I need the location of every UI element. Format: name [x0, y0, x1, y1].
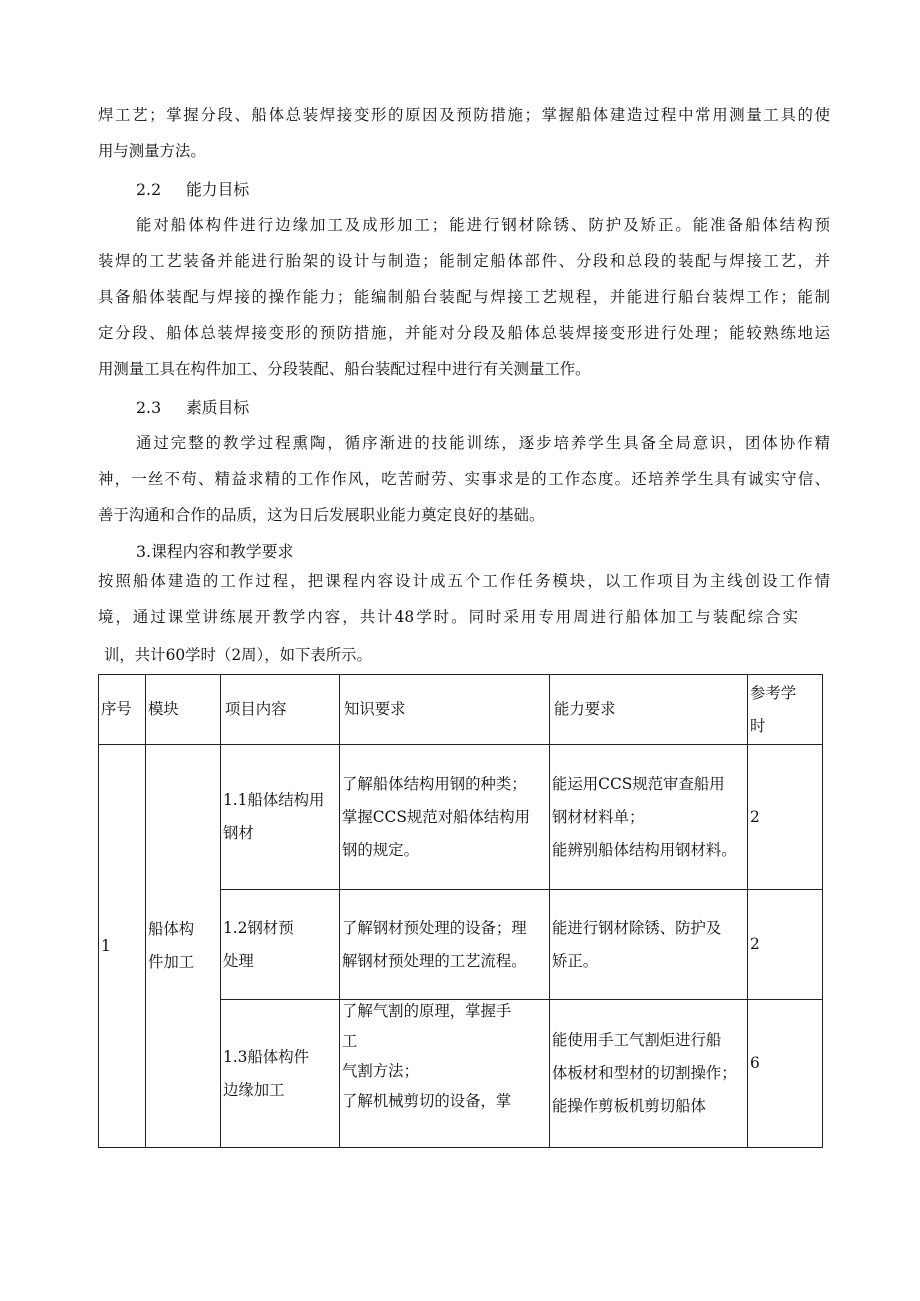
- ability-line: 能运用CCS规范审查船用: [552, 774, 725, 793]
- paragraph-line: 具备船体装配与焊接的操作能力；能编制船台装配与焊接工艺规程，并能进行船台装焊工作；能制: [98, 288, 830, 306]
- cell-ability: [550, 1000, 748, 1148]
- paragraph-line: 境，通过课堂讲练展开教学内容，共计48学时。同时采用专用周进行船体加工与装配综合实: [98, 608, 798, 626]
- knowledge-line: 了解钢材预处理的设备；理: [342, 918, 527, 937]
- paragraph-line: 用与测量方法。: [98, 142, 206, 160]
- item-line: 1.3船体构件: [223, 1047, 310, 1066]
- paragraph-line: 焊工艺；掌握分段、船体总装焊接变形的原因及预防措施；掌握船体建造过程中常用测量工具的使: [98, 106, 830, 124]
- cell-hours: 2: [748, 890, 823, 1000]
- knowledge-line: 了解船体结构用钢的种类；: [342, 774, 527, 793]
- header-ability: 能力要求: [550, 675, 748, 745]
- paragraph-line: 善于沟通和合作的品质，这为日后发展职业能力奠定良好的基础。: [98, 506, 545, 524]
- cell-module: [146, 745, 221, 1148]
- cell-ability: [550, 890, 748, 1000]
- ability-line: 能辨别船体结构用钢材料。: [552, 840, 737, 859]
- cell-hours: 6: [748, 1000, 823, 1148]
- ability-line: 能使用手工气割炬进行船: [552, 1031, 722, 1049]
- paragraph-line: 装焊的工艺装备并能进行胎架的设计与制造；能制定船体部件、分段和总段的装配与焊接工艺，并: [98, 252, 830, 270]
- cell-seq: 1: [99, 745, 146, 1148]
- cell-item: [221, 890, 340, 1000]
- item-line: 1.2钢材预: [223, 918, 294, 937]
- ability-line: 体板材和型材的切割操作；: [552, 1064, 737, 1082]
- ability-line: 能操作剪板机剪切船体: [552, 1097, 706, 1115]
- paragraph-line: 通过完整的教学过程熏陶，循序渐进的技能训练，逐步培养学生具备全局意识，团体协作精: [136, 434, 830, 452]
- cell-hours: 2: [748, 745, 823, 890]
- cell-knowledge: [340, 745, 550, 890]
- paragraph-line: 训，共计60学时（2周），如下表所示。: [104, 646, 372, 664]
- section-title: 素质目标: [186, 398, 250, 417]
- cell-item: [221, 745, 340, 890]
- knowledge-line: 了解气割的原理，掌握手: [342, 1002, 512, 1020]
- header-hours-line: 参考学: [750, 683, 797, 702]
- paragraph-line: 神，一丝不苟、精益求精的工作作风，吃苦耐劳、实事求是的工作态度。还培养学生具有诚实守信、: [98, 470, 830, 488]
- knowledge-line: 了解机械剪切的设备，掌: [342, 1092, 512, 1110]
- header-knowledge: 知识要求: [340, 675, 550, 745]
- knowledge-line: 解钢材预处理的工艺流程。: [342, 951, 527, 970]
- cell-knowledge: [340, 1000, 550, 1148]
- module-line: 件加工: [148, 953, 195, 971]
- header-module: 模块: [146, 675, 221, 745]
- paragraph-line: 定分段、船体总装焊接变形的预防措施，并能对分段及船体总装焊接变形进行处理；能较熟练地运: [98, 324, 830, 342]
- table-header-row: [99, 675, 823, 745]
- ability-line: 矫正。: [552, 951, 599, 970]
- knowledge-line: 掌握CCS规范对船体结构用: [342, 807, 531, 826]
- item-line: 边缘加工: [223, 1080, 285, 1099]
- section-number: 2.2: [136, 180, 162, 199]
- course-content-table: [98, 674, 823, 1148]
- section-heading-2-3: [136, 390, 249, 425]
- item-line: 钢材: [223, 824, 254, 842]
- ability-line: 钢材材料单；: [552, 807, 645, 826]
- cell-item: [221, 1000, 340, 1148]
- knowledge-line: 气割方法；: [342, 1062, 419, 1080]
- section-heading-3: 3.课程内容和教学要求: [136, 542, 294, 561]
- knowledge-line: 工: [342, 1032, 358, 1050]
- section-heading-2-2: [136, 172, 249, 207]
- paragraph-line: 按照船体建造的工作过程，把课程内容设计成五个工作任务模块，以工作项目为主线创设工作情: [98, 572, 830, 590]
- module-line: 船体构: [148, 920, 195, 938]
- knowledge-line: 钢的规定。: [342, 840, 419, 859]
- table-row: [99, 745, 823, 890]
- section-number: 2.3: [136, 398, 162, 417]
- header-hours-line: 时: [750, 716, 766, 735]
- section-title: 能力目标: [186, 180, 250, 199]
- paragraph-line: 能对船体构件进行边缘加工及成形加工；能进行钢材除锈、防护及矫正。能准备船体结构预: [136, 216, 830, 234]
- header-item: 项目内容: [221, 675, 340, 745]
- header-hours: [748, 675, 823, 745]
- header-seq: 序号: [99, 675, 146, 745]
- cell-knowledge: [340, 890, 550, 1000]
- item-line: 1.1船体结构用: [223, 791, 325, 809]
- ability-line: 能进行钢材除锈、防护及: [552, 918, 722, 937]
- item-line: 处理: [223, 951, 254, 970]
- paragraph-line: 用测量工具在构件加工、分段装配、船台装配过程中进行有关测量工作。: [98, 360, 591, 378]
- cell-ability: [550, 745, 748, 890]
